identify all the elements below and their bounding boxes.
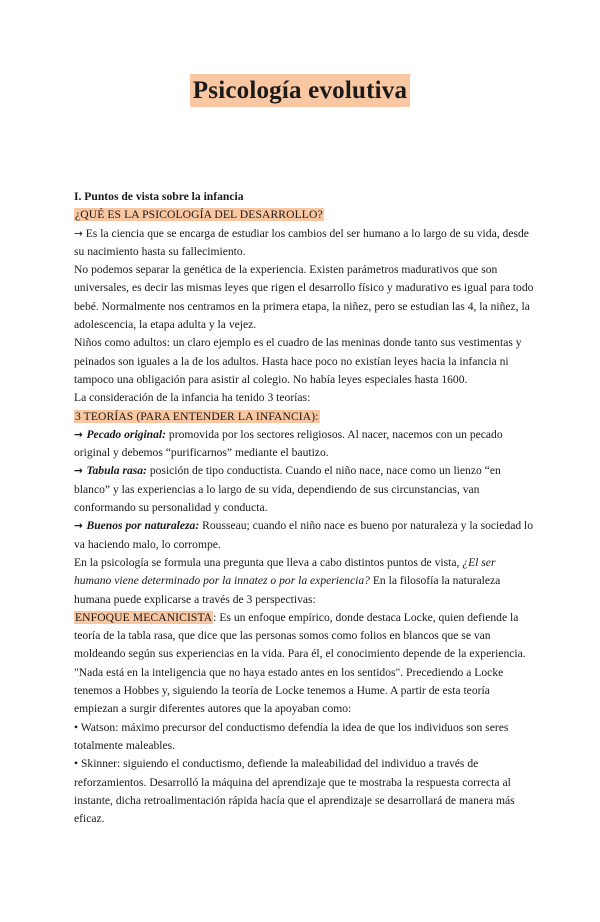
title-wrap — [0, 74, 600, 112]
teoria-item-tabula — [74, 462, 534, 517]
subheading-mecanicista: ENFOQUE MECANICISTA — [75, 610, 213, 624]
teoria-item-buenos — [74, 517, 534, 554]
bullet-watson: • Watson: máximo precursor del conductismo defendía la idea de que los individuos son seres totalmente maleables. — [74, 720, 509, 752]
paragraph-pregunta — [74, 554, 534, 609]
document-page — [0, 74, 600, 922]
teoria-text: posición de tipo conductista. Cuando el niño nace, nace como un lienzo “en blanco” y las experiencias a lo largo de su vida, dependiendo de sus circunstancias, van conformando su personalidad y conducta. — [74, 464, 501, 515]
subheading-que-es: ¿QUÉ ES LA PSICOLOGÍA DEL DESARROLLO? — [75, 208, 323, 222]
document-body — [74, 188, 534, 828]
bullet-skinner: • Skinner: siguiendo el conductismo, defiende la maleabilidad del individuo a través de reforzamientos. Desarrolló la máquina del aprendizaje que te mostraba la respuesta correcta al instante, dicha retroalimentación rápida hacía que el aprendizaje se desarrollará de manera más eficaz. — [74, 757, 515, 826]
mecanicista-text: : Es un enfoque empírico, donde destaca Locke, quien defiende la teoría de la tabla rasa, que dice que las personas somos como folios en blancos que se van moldeando según sus experiencias en la vida. Para él, el conocimiento depende de la experiencia. "Nada está en la inteligencia que no haya estado antes en los sentidos". Precediendo a Locke tenemos a Hobbes y, siguiendo la teoría de Locke tenemos a Hume. A partir de esta teoría empiezan a surgir diferentes autores que la apoyaban como: — [74, 610, 526, 716]
pregunta-post: En la filosofía la naturaleza humana puede explicarse a través de 3 perspectivas: — [74, 574, 501, 606]
paragraph-mecanicista — [74, 609, 534, 719]
teoria-text: promovida por los sectores religiosos. Al nacer, nacemos con un pecado original y debemos “purificarnos” mediante el bautizo. — [74, 427, 503, 460]
paragraph-definition — [74, 225, 534, 262]
paragraph-ninos-adultos: Niños como adultos: un claro ejemplo es el cuadro de las meninas donde tanto sus vestimentas y peinados son iguales a la de los adultos. Hasta hace poco no existían leyes hacia la infancia ni tampoco una obligación para asistir al colegio. No había leyes especiales hasta 1600. — [74, 336, 522, 386]
arrow-icon: → — [74, 428, 87, 441]
teoria-item-pecado — [74, 426, 534, 463]
teoria-term: Pecado original: — [86, 427, 167, 441]
section-heading: I. Puntos de vista sobre la infancia — [74, 190, 244, 203]
paragraph-genetica: No podemos separar la genética de la experiencia. Existen parámetros madurativos que son universales, es decir las mismas leyes que rigen el desarrollo físico y madurativo es igual para todo bebé. Normalmente nos centramos en la primera etapa, la niñez, pero se estudian las 4, la niñez, la adolescencia, la etapa adulta y la vejez. — [74, 263, 534, 332]
teoria-text: Rousseau; cuando el niño nace es bueno por naturaleza y la sociedad lo va haciendo malo, lo corrompe. — [74, 519, 534, 551]
page-title: Psicología evolutiva — [190, 74, 410, 107]
definition-text: Es la ciencia que se encarga de estudiar los cambios del ser humano a lo largo de su vida, desde su nacimiento hasta su fallecimiento. — [74, 226, 529, 258]
arrow-icon: → — [74, 227, 83, 240]
pregunta-pre: En la psicología se formula una pregunta que lleva a cabo distintos puntos de vista, — [74, 555, 463, 569]
arrow-icon: → — [74, 465, 87, 478]
paragraph-consideracion: La consideración de la infancia ha tenido 3 teorías: — [74, 391, 311, 405]
subheading-teorias: 3 TEORÍAS (PARA ENTENDER LA INFANCIA): — [75, 409, 319, 423]
teoria-term: Tabula rasa: — [86, 464, 147, 478]
teoria-term: Buenos por naturaleza: — [86, 519, 200, 533]
pregunta-italic: ¿El ser humano viene determinado por la innatez o por la experiencia? — [74, 555, 496, 588]
arrow-icon: → — [74, 520, 87, 533]
